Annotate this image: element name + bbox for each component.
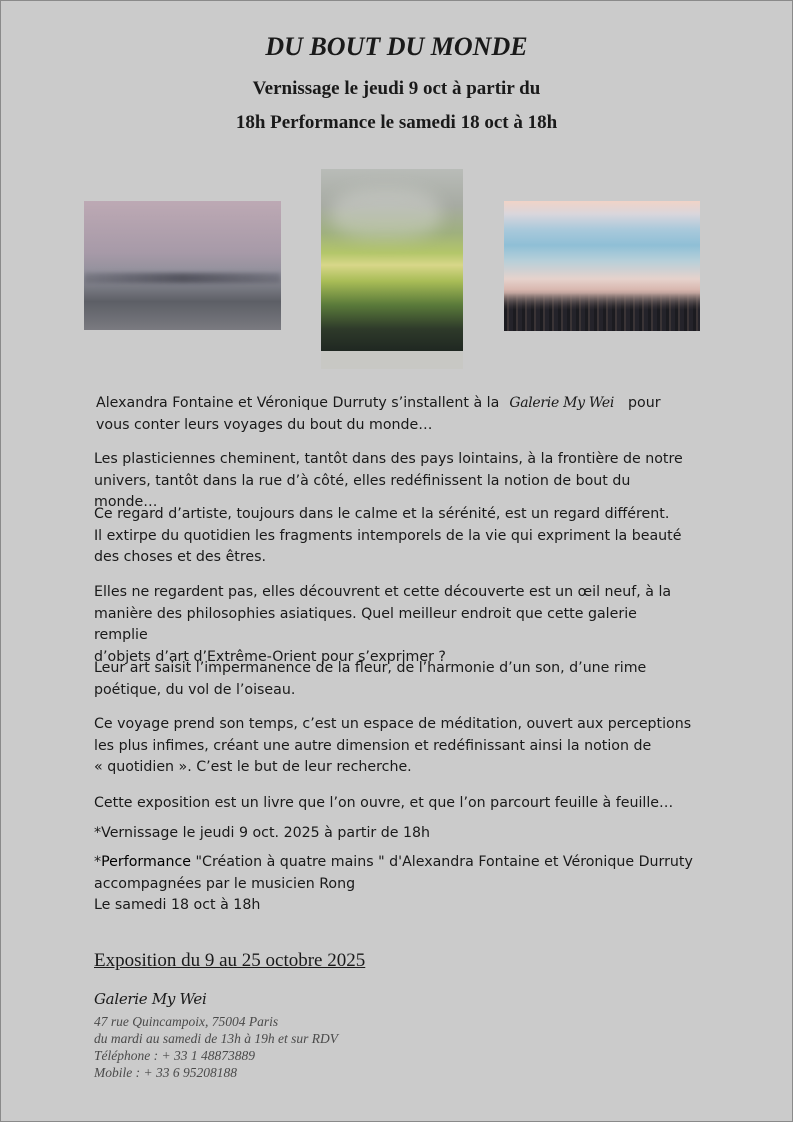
paragraph-line: Les plasticiennes cheminent, tantôt dans des pays lointains, à la frontière de notre [94, 451, 683, 467]
galerie-logo-inline: Galerie My Wei [509, 395, 615, 411]
artwork-image-center [321, 169, 463, 369]
paragraph-line: d’objets d’art d’Extrême-Orient pour s’exprimer ? [94, 648, 446, 665]
paragraph-regard [94, 504, 694, 569]
paragraph-line: Ce voyage prend son temps, c’est un espace de méditation, ouvert aux perceptions [94, 716, 692, 732]
gallery-address: 47 rue Quincampoix, 75004 Paris [94, 1014, 279, 1029]
performance-star: * [94, 854, 102, 870]
performance-description: "Création à quatre mains " d'Alexandra Fontaine et Véronique Durruty [191, 854, 693, 870]
gallery-phone: Téléphone : + 33 1 48873889 [94, 1048, 255, 1063]
artwork-image-right [504, 201, 700, 331]
paragraph-line: Leur art saisit l’impermanence de la fleur, de l’harmonie d’un son, d’une rime [94, 660, 647, 676]
performance-musician: accompagnées par le musicien Rong [94, 875, 356, 892]
gallery-hours: du mardi au samedi de 13h à 19h et sur RDV [94, 1031, 338, 1046]
performance-label: Performance [101, 854, 191, 870]
vernissage-note: *Vernissage le jeudi 9 oct. 2025 à partir de 18h [94, 825, 431, 841]
subtitle-performance: 18h Performance le samedi 18 oct à 18h [235, 112, 558, 133]
paragraph-impermanence [94, 658, 694, 701]
paragraph-line: Il extirpe du quotidien les fragments intemporels de la vie qui expriment la beauté [94, 527, 682, 544]
paragraph-decouverte [94, 582, 694, 668]
subtitle-vernissage: Vernissage le jeudi 9 oct à partir du [252, 78, 541, 99]
intro-paragraph [96, 393, 696, 436]
paragraph-livre: Cette exposition est un livre que l’on ouvre, et que l’on parcourt feuille à feuille… [94, 795, 674, 811]
artwork-left-texture [84, 273, 281, 283]
galerie-logo-footer: Galerie My Wei [94, 990, 207, 1008]
paragraph-line: univers, tantôt dans la rue d’à côté, elles redéfinissent la notion de bout du monde… [94, 472, 631, 510]
paragraph-line: des choses et des êtres. [94, 549, 267, 565]
paragraph-line: manière des philosophies asiatiques. Quel meilleur endroit que cette galerie remplie [94, 605, 637, 643]
performance-note [94, 852, 694, 917]
paragraph-line: Elles ne regardent pas, elles découvrent et cette découverte est un œil neuf, à la [94, 584, 672, 600]
exhibition-dates: Exposition du 9 au 25 octobre 2025 [94, 950, 366, 971]
artwork-right-texture [504, 293, 700, 331]
intro-text: Alexandra Fontaine et Véronique Durruty s’installent à la [96, 395, 500, 411]
gallery-mobile: Mobile : + 33 6 95208188 [94, 1065, 237, 1080]
intro-line-2: vous conter leurs voyages du bout du monde… [96, 416, 433, 433]
artwork-center-margin [321, 351, 463, 369]
document-title: DU BOUT DU MONDE [265, 32, 528, 61]
paragraph-line: Ce regard d’artiste, toujours dans le calme et la sérénité, est un regard différent. [94, 506, 670, 522]
performance-date: Le samedi 18 oct à 18h [94, 897, 261, 913]
artwork-image-left [84, 201, 281, 330]
paragraph-voyage [94, 714, 694, 779]
paragraph-line: « quotidien ». C’est le but de leur recherche. [94, 759, 412, 775]
intro-text-after: pour [628, 395, 661, 411]
paragraph-line: les plus infimes, créant une autre dimension et redéfinissant ainsi la notion de [94, 737, 652, 754]
artwork-center-texture [331, 189, 441, 239]
paragraph-line: poétique, du vol de l’oiseau. [94, 681, 296, 698]
